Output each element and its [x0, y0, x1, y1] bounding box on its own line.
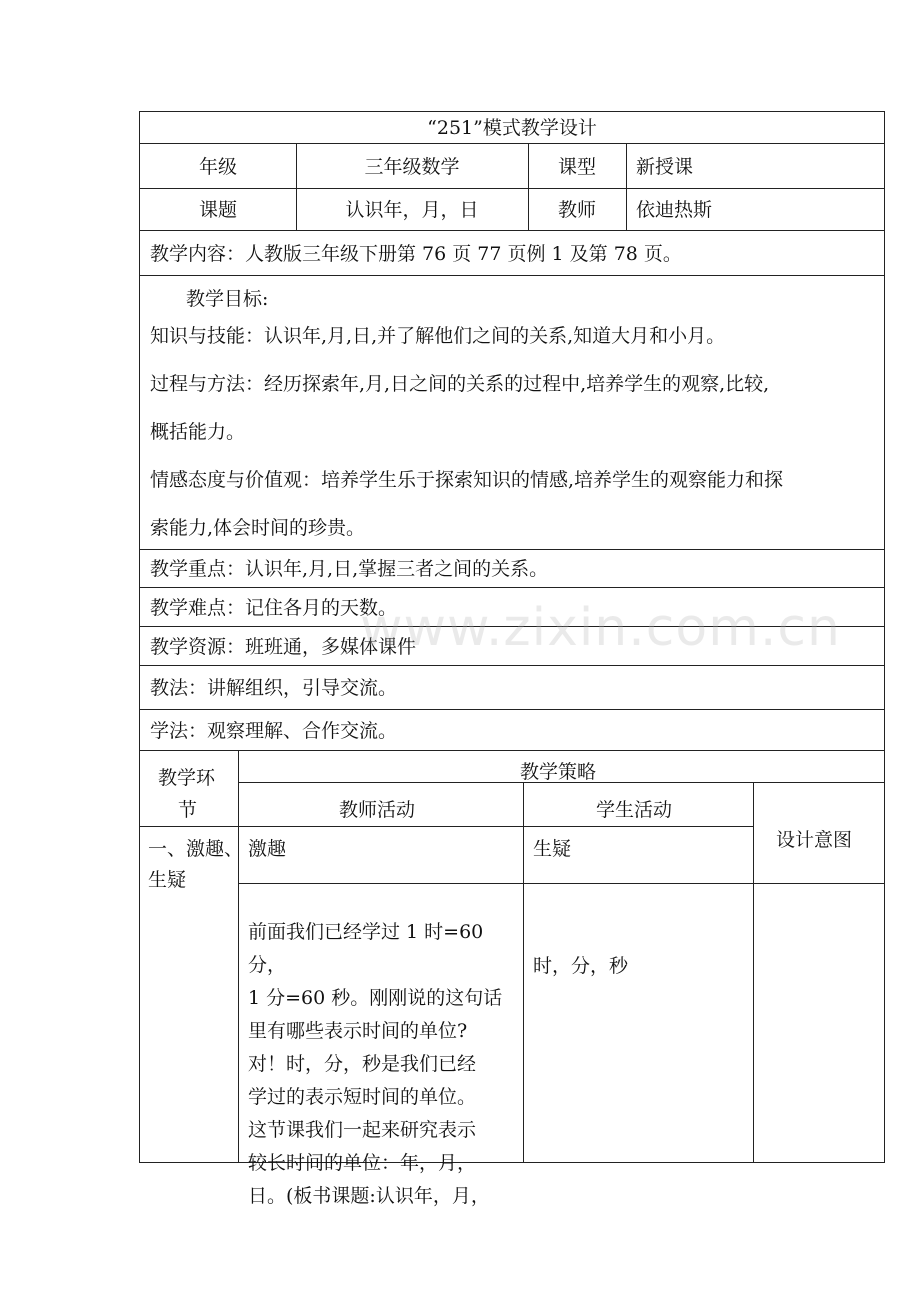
goal-emotion-line-2: 索能力,体会时间的珍贵。	[150, 517, 366, 539]
student-answer: 时，分，秒	[533, 955, 629, 977]
teacher-label: 教师	[557, 199, 596, 221]
learning-method-row	[139, 709, 885, 751]
content-row	[139, 230, 885, 276]
teacher-activity-header: 教师活动	[339, 799, 416, 821]
stage-header-line-2: 节	[178, 799, 198, 821]
stage-header-line-1: 教学环	[158, 767, 216, 789]
strategy-header: 教学策略	[520, 761, 597, 783]
teacher-line: 前面我们已经学过 1 时=60 分，	[248, 921, 484, 976]
type-value: 新授课	[636, 155, 694, 178]
teacher-line: 日。(板书课题:认识年，月，	[248, 1185, 490, 1207]
grade-label: 年级	[198, 155, 237, 178]
teacher-line: 1 分=60 秒。刚刚说的这句话	[248, 987, 503, 1009]
goal-process-line-1: 过程与方法：经历探索年,月,日之间的关系的过程中,培养学生的观察,比较,	[150, 373, 770, 395]
document-title: “251”模式教学设计	[427, 117, 597, 139]
difficulty: 教学难点：记住各月的天数。	[150, 596, 398, 619]
topic-row	[139, 188, 885, 231]
stage-1-line-2: 生疑	[148, 869, 187, 891]
stage-1-line-1: 一、激趣、	[148, 838, 244, 860]
watermark: www.zixin.com.cn	[360, 598, 841, 658]
type-label: 课型	[557, 155, 596, 178]
goals-heading: 教学目标:	[186, 288, 269, 310]
goal-knowledge: 知识与技能：认识年,月,日,并了解他们之间的关系,知道大月和小月。	[150, 325, 726, 347]
teacher-line: 里有哪些表示时间的单位?	[248, 1020, 468, 1042]
teaching-content: 教学内容：人教版三年级下册第 76 页 77 页例 1 及第 78 页。	[150, 242, 682, 265]
learning-method: 学法：观察理解、合作交流。	[150, 719, 398, 742]
teacher-activity-text	[248, 916, 520, 1213]
topic-value: 认识年，月，日	[345, 199, 479, 221]
topic-label: 课题	[198, 199, 237, 221]
teacher-sub-heading: 激趣	[248, 838, 287, 860]
teacher-line: 对！时，分，秒是我们已经	[248, 1053, 477, 1075]
grade-row	[139, 143, 885, 189]
teacher-value: 依迪热斯	[636, 199, 713, 221]
teacher-line: 这节课我们一起来研究表示	[248, 1119, 477, 1141]
teaching-method: 教法：讲解组织，引导交流。	[150, 677, 398, 699]
goal-emotion-line-1: 情感态度与价值观：培养学生乐于探索知识的情感,培养学生的观察能力和探	[150, 469, 784, 491]
title-row	[139, 111, 885, 144]
goals-row	[139, 275, 885, 550]
goal-process-line-2: 概括能力。	[150, 421, 246, 443]
strategy-table	[139, 750, 885, 1207]
student-activity-header: 学生活动	[596, 799, 673, 821]
key-point-row	[139, 549, 885, 588]
teaching-method-row	[139, 665, 885, 710]
student-sub-heading: 生疑	[533, 838, 572, 860]
teacher-line: 学过的表示短时间的单位。	[248, 1086, 477, 1108]
design-intent-header: 设计意图	[776, 829, 853, 851]
key-point: 教学重点：认识年,月,日,掌握三者之间的关系。	[150, 558, 549, 580]
grade-value: 三年级数学	[364, 155, 460, 178]
resources: 教学资源：班班通，多媒体课件	[150, 635, 417, 658]
teacher-line: 较长时间的单位：年，月，	[248, 1152, 477, 1174]
